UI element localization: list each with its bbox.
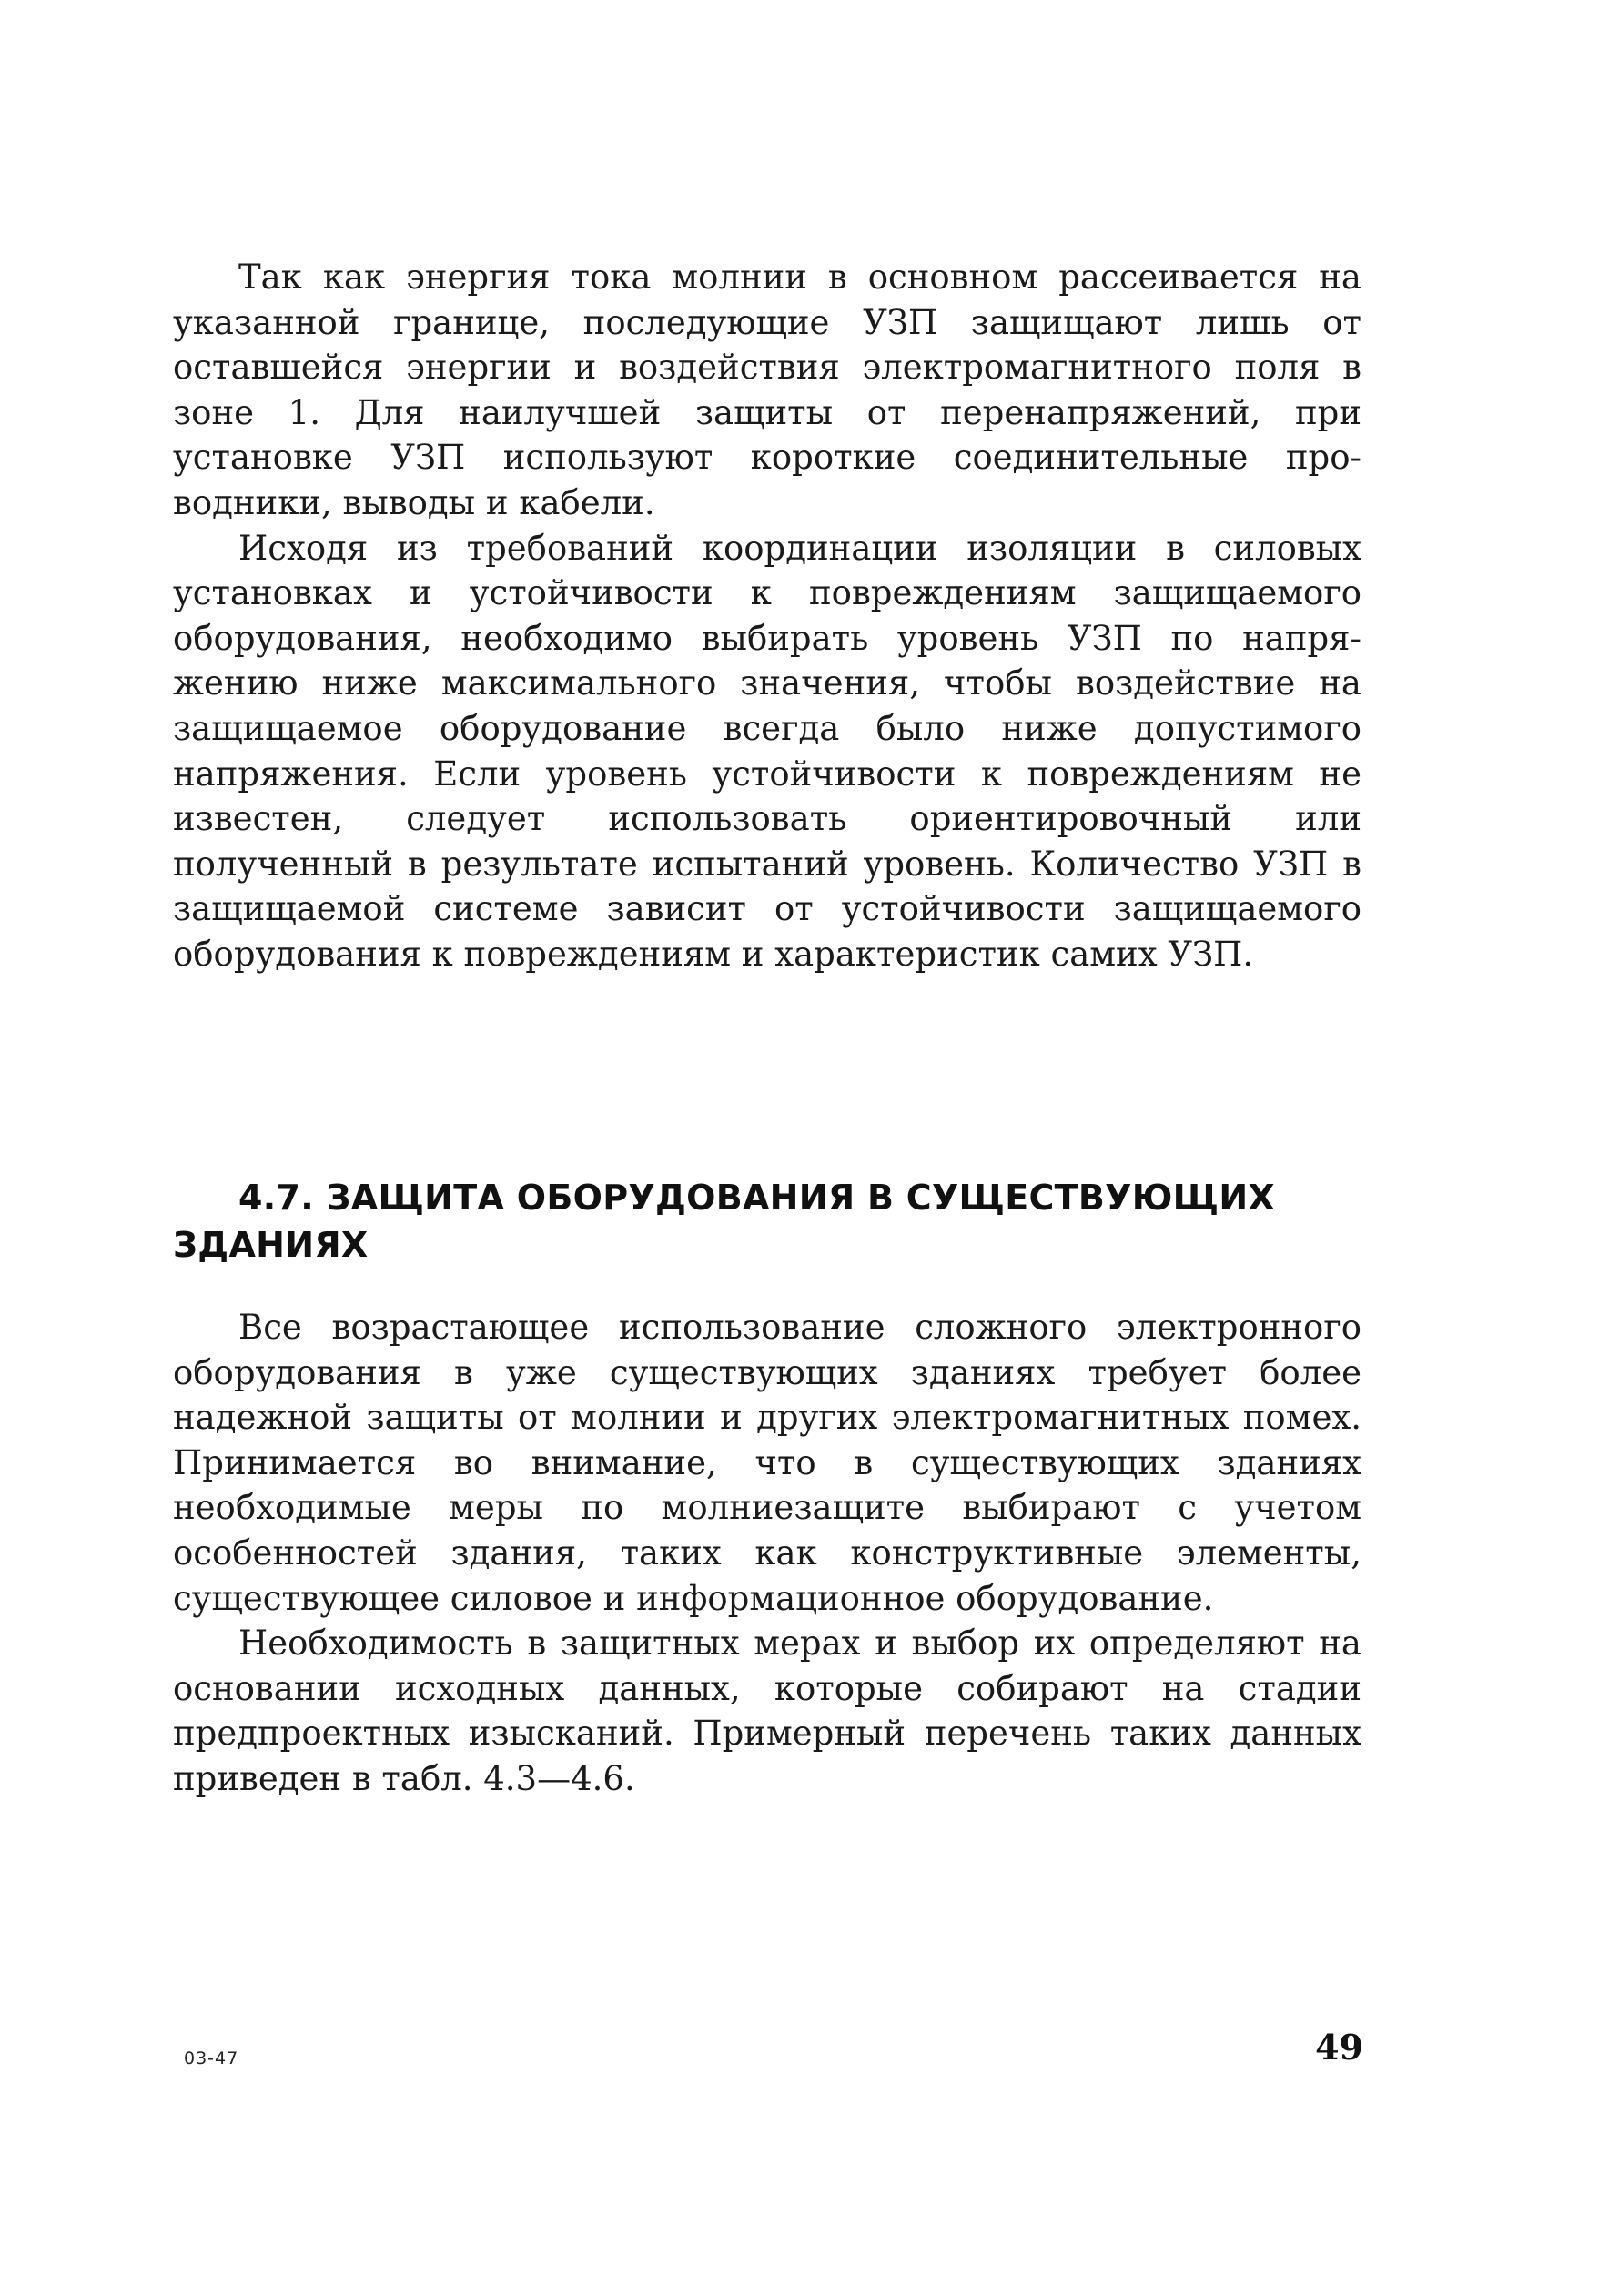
body-text-top — [173, 255, 1361, 977]
paragraph-existing-buildings: Все возрастающее использование сложного электронного оборудования в уже существующих зданиях требует более надежной защиты от молнии и других электромагнитных помех. Принимается во внимание, что в существующих зданиях необходимые меры по молниезащите выбирают с учетом особенностей здания, таких как конструктивные элементы, существующее силовое и информационное оборудование. — [173, 1308, 1361, 1618]
paragraph-protective-measures: Необходимость в защитных мерах и выбор их определяют на основании исходных данных, которые собирают на стадии предпроектных изысканий. Примерный перечень таких данных приведен в табл. 4.3—4.6. — [173, 1623, 1361, 1798]
footer-code: 03-47 — [184, 2048, 239, 2068]
page-number: 49 — [1315, 2027, 1363, 2068]
paragraph-insulation-coordination: Исходя из требований координации изоляции в силовых установках и устойчивости к повреждениям защищаемого оборудования, необходимо выбирать уровень УЗП по напряжению ниже максимального значения, чтобы воздействие на защищаемое оборудование всегда было ниже допустимого напряжения. Если уровень устойчивости к повреждениям не известен, следует использовать ориентировочный или полученный в результате испытаний уровень. Количество УЗП в защищаемой системе зависит от устойчивости защищаемого оборудования к повреждениям и характеристик самих УЗП. — [173, 528, 1361, 974]
section-heading: 4.7. ЗАЩИТА ОБОРУДОВАНИЯ В СУЩЕСТВУЮЩИХ ЗДАНИЯХ — [173, 1178, 1276, 1265]
paragraph-spd-energy: Так как энергия тока молнии в основном рассеивается на указанной границе, последующие УЗП защищают лишь от оставшейся энергии и воздействия электромагнитного поля в зоне 1. Для наилучшей защиты от перенапряжений, при установке УЗП используют короткие соединительные проводники, выводы и кабели. — [173, 258, 1361, 522]
body-text-section — [173, 1305, 1361, 1802]
